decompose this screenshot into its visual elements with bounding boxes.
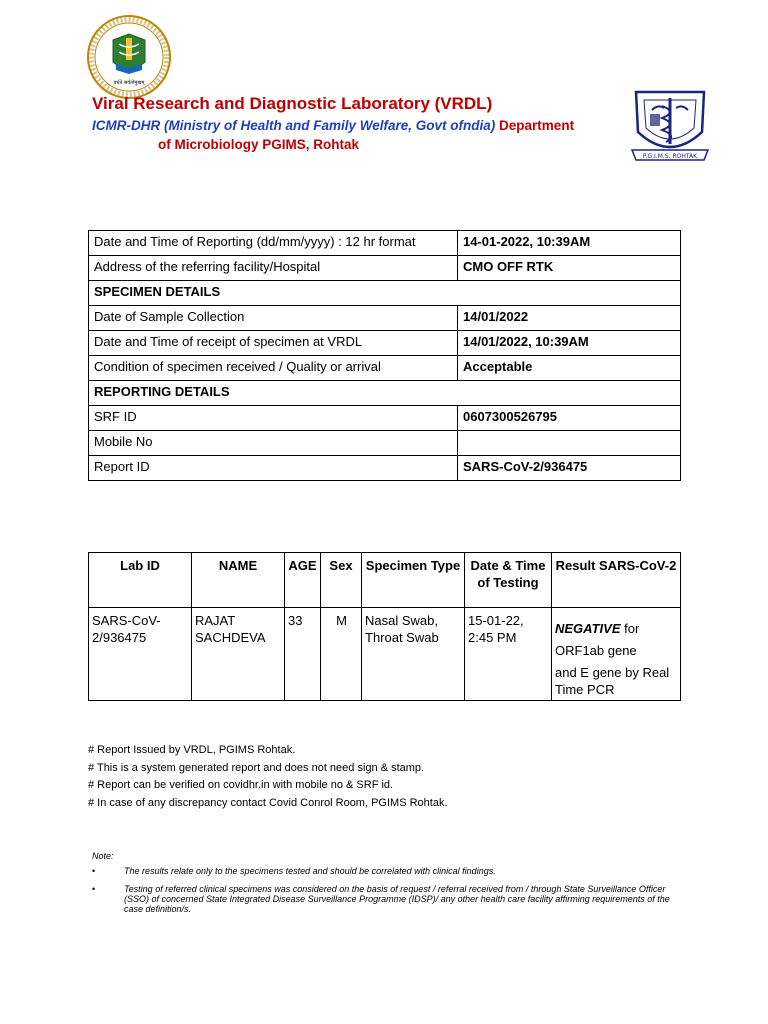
col-header-result: Result SARS-CoV-2 [552, 553, 681, 608]
table-row [89, 231, 681, 256]
row-label: Date and Time of Reporting (dd/mm/yyyy) : 12 hr format [89, 231, 458, 256]
result-negative: NEGATIVE [555, 621, 621, 636]
lab-id-cell: SARS-CoV-2/936475 [89, 608, 192, 701]
issued-line: # Report can be verified on covidhr.in with mobile no & SRF id. [88, 779, 394, 791]
report-details-table [88, 230, 681, 481]
table-row [89, 406, 681, 431]
row-value: 14/01/2022, 10:39AM [458, 331, 681, 356]
table-row [89, 431, 681, 456]
section-row [89, 381, 681, 406]
result-method-line: and E gene by Real Time PCR [555, 665, 670, 697]
col-header-name: NAME [192, 553, 285, 608]
result-cell [552, 608, 681, 701]
table-row [89, 356, 681, 381]
left-seal-motto: वर्धते सर्वतोमुखम् [113, 80, 145, 86]
section-heading-specimen: SPECIMEN DETAILS [89, 281, 681, 306]
result-row [89, 608, 681, 701]
lab-subtitle [92, 116, 620, 154]
table-row [89, 256, 681, 281]
row-label: Mobile No [89, 431, 458, 456]
bullet-glyph: • [92, 884, 96, 894]
issued-line: # This is a system generated report and does not need sign & stamp. [88, 761, 425, 774]
department-text: Department [499, 118, 575, 133]
department-text-2: of Microbiology PGIMS, Rohtak [158, 137, 360, 152]
note-label: Note: [92, 851, 114, 861]
list-item [92, 884, 682, 914]
ministry-text: ICMR-DHR (Ministry of Health and Family Welfare, Govt ofndia) [92, 118, 496, 133]
row-label: Date and Time of receipt of specimen at VRDL [89, 331, 458, 356]
pgims-logo [628, 84, 712, 168]
row-value: Acceptable [458, 356, 681, 381]
sex-cell: M [321, 608, 362, 701]
section-row [89, 281, 681, 306]
row-value [458, 431, 681, 456]
result-table [88, 552, 681, 701]
row-value: 0607300526795 [458, 406, 681, 431]
table-row [89, 331, 681, 356]
table-row [89, 306, 681, 331]
name-cell: RAJAT SACHDEVA [192, 608, 285, 701]
table-row [89, 456, 681, 481]
row-value: 14-01-2022, 10:39AM [458, 231, 681, 256]
university-seal-logo [86, 14, 172, 100]
row-label: SRF ID [89, 406, 458, 431]
list-item [92, 866, 682, 876]
col-header-specimen-type: Specimen Type [362, 553, 465, 608]
col-header-date-time: Date & Time of Testing [465, 553, 552, 608]
section-heading-reporting: REPORTING DETAILS [89, 381, 681, 406]
row-label: Address of the referring facility/Hospital [89, 256, 458, 281]
issued-line: # Report Issued by VRDL, PGIMS Rohtak. [88, 744, 296, 756]
note-list [92, 866, 682, 922]
bullet-glyph: • [92, 866, 96, 876]
row-value: 14/01/2022 [458, 306, 681, 331]
issued-line: # In case of any discrepancy contact Covid Conrol Room, PGIMS Rohtak. [88, 796, 448, 809]
issued-notes [88, 742, 448, 812]
row-value: SARS-CoV-2/936475 [458, 456, 681, 481]
col-header-lab-id: Lab ID [89, 553, 192, 608]
row-label: Report ID [89, 456, 458, 481]
result-for: for [624, 621, 640, 636]
col-header-sex: Sex [321, 553, 362, 608]
note-text: Testing of referred clinical specimens was considered on the basis of request / referral received from / through State Surveillance Officer (SSO) of concerned State Integrated Disease Surveillance Programme (IDSP)/ any other health care facility affirming requirements of the case definition/s. [124, 884, 670, 914]
specimen-type-cell: Nasal Swab, Throat Swab [362, 608, 465, 701]
col-header-age: AGE [285, 553, 321, 608]
result-gene-line: ORF1ab gene [555, 643, 637, 658]
right-logo-caption: P.G.I.M.S. ROHTAK [642, 153, 698, 160]
lab-title: Viral Research and Diagnostic Laboratory (VRDL) [92, 94, 493, 113]
row-label: Condition of specimen received / Quality or arrival [89, 356, 458, 381]
result-header-row [89, 553, 681, 608]
note-text: The results relate only to the specimens tested and should be correlated with clinical findings. [124, 866, 496, 876]
row-value: CMO OFF RTK [458, 256, 681, 281]
age-cell: 33 [285, 608, 321, 701]
row-label: Date of Sample Collection [89, 306, 458, 331]
date-time-cell: 15-01-22, 2:45 PM [465, 608, 552, 701]
